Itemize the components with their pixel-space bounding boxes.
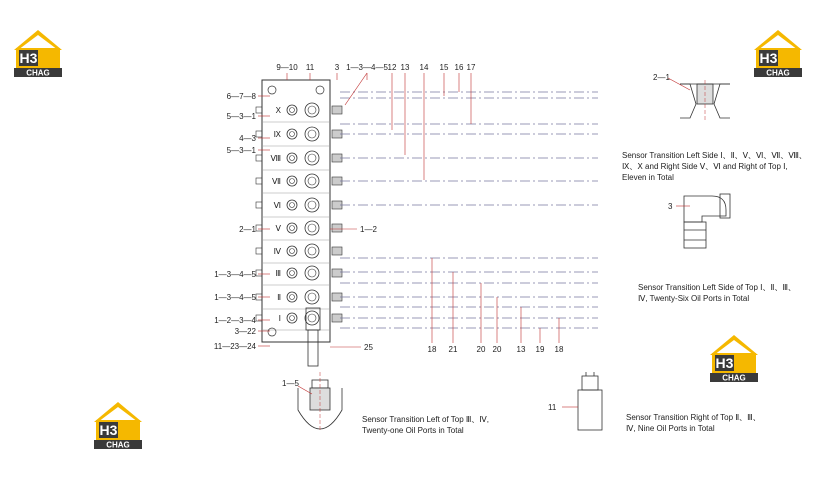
left-fitting [256, 202, 262, 208]
top-label: 15 [439, 63, 449, 72]
hex-port [305, 290, 319, 304]
bottom-label: 21 [448, 345, 458, 354]
port-circle [287, 246, 297, 256]
right-label: 25 [364, 343, 373, 352]
valve-row [256, 266, 342, 285]
logo-word: CHAG [722, 373, 746, 383]
port-circle [287, 268, 297, 278]
valve-row [256, 221, 342, 240]
row-numeral: Ⅶ [272, 177, 281, 186]
left-label: 1—3—4—5 [214, 293, 256, 302]
sensor-stem [308, 330, 318, 366]
bottom-label: 19 [535, 345, 545, 354]
top-label: 1—3—4—5 [346, 63, 388, 72]
port-circle [287, 176, 297, 186]
hex-inner [308, 224, 316, 232]
left-label: 3—22 [234, 327, 256, 336]
caption-left-right-eleven: Sensor Transition Left Side Ⅰ、Ⅱ、Ⅴ、Ⅵ、Ⅶ、Ⅷ、Ⅸ、Ⅹ and Right Side Ⅴ、Ⅵ and Right of Top Ⅰ, Eleven in Total [622, 151, 807, 182]
port-inner [290, 226, 295, 231]
detail-label-3: 3 [668, 202, 673, 211]
side-fitting [332, 224, 342, 232]
bottom-label: 18 [427, 345, 437, 354]
left-fitting [256, 225, 262, 231]
hex-inner [308, 130, 316, 138]
hex-inner [308, 201, 316, 209]
port-circle [287, 200, 297, 210]
valve-row [256, 311, 342, 330]
detail-label-2-1: 2—1 [653, 73, 670, 82]
caption-top-right-nine: Sensor Transition Right of Top Ⅱ、Ⅲ、Ⅳ, Nine Oil Ports in Total [626, 413, 761, 433]
hex-inner [308, 247, 316, 255]
port-inner [290, 271, 295, 276]
hex-port [305, 221, 319, 235]
left-label: 1—3—4—5 [214, 270, 256, 279]
hex-inner [308, 106, 316, 114]
top-label: 17 [466, 63, 476, 72]
port-circle [287, 105, 297, 115]
part-labels [214, 63, 564, 354]
detail-11-sensor [562, 372, 602, 430]
row-numeral: Ⅷ [270, 154, 281, 163]
port-inner [290, 295, 295, 300]
row-numeral: Ⅵ [273, 201, 281, 210]
row-numeral: Ⅰ [278, 314, 281, 323]
bottom-label: 20 [492, 345, 502, 354]
detail-2-1 [668, 78, 738, 120]
port-circle [287, 292, 297, 302]
top-label: 3 [334, 63, 340, 72]
port-inner [290, 179, 295, 184]
left-label: 5—3—1 [226, 146, 256, 155]
top-label: 9—10 [276, 63, 298, 72]
left-fitting [256, 107, 262, 113]
logo-letters-h: H3 [19, 50, 38, 66]
valve-row [256, 198, 342, 217]
row-numeral: Ⅴ [275, 224, 281, 233]
left-label: 2—1 [239, 225, 256, 234]
valve-row [256, 151, 342, 170]
port-inner [290, 203, 295, 208]
top-label: 13 [400, 63, 410, 72]
hex-port [305, 151, 319, 165]
hex-port [305, 244, 319, 258]
logo-word: CHAG [766, 68, 790, 78]
port-inner [290, 132, 295, 137]
left-fitting [256, 248, 262, 254]
bottom-label: 13 [516, 345, 526, 354]
port-circle [287, 153, 297, 163]
bottom-label: 18 [554, 345, 564, 354]
side-fitting [332, 247, 342, 255]
top-label: 16 [454, 63, 464, 72]
port-inner [290, 316, 295, 321]
port-circle [287, 129, 297, 139]
left-fitting [256, 178, 262, 184]
valve-row [256, 174, 342, 193]
logo-word: CHAG [106, 440, 130, 450]
port-inner [290, 108, 295, 113]
detail-label-11: 11 [548, 403, 557, 412]
bottom-label: 20 [476, 345, 486, 354]
manifold-block [262, 80, 330, 342]
valve-row [256, 290, 342, 309]
leader-lines [258, 73, 559, 347]
logo-letters: H3 [99, 422, 118, 438]
port-circle [287, 313, 297, 323]
hex-inner [308, 154, 316, 162]
port-inner [290, 249, 295, 254]
caption-top-twenty-six: Sensor Transition Left Side of Top Ⅰ、Ⅱ、Ⅲ、Ⅳ, Twenty-Six Oil Ports in Total [638, 283, 796, 303]
valve-row [256, 103, 342, 122]
port-circle [287, 223, 297, 233]
side-fitting [332, 269, 342, 277]
hex-port [305, 127, 319, 141]
left-label: 4—3 [239, 134, 256, 143]
mount-hole [268, 86, 276, 94]
left-label: 6—7—8 [226, 92, 256, 101]
diag-leader [345, 73, 367, 105]
left-fitting [256, 131, 262, 137]
row-numeral: Ⅳ [273, 247, 281, 256]
hex-port [305, 266, 319, 280]
hex-inner [308, 293, 316, 301]
valve-row [256, 127, 342, 146]
logo-letters: H3 [715, 355, 734, 371]
hex-inner [308, 314, 316, 322]
port-inner [290, 156, 295, 161]
valve-rows [256, 86, 342, 336]
right-label: 1—2 [360, 225, 377, 234]
top-label: 11 [305, 63, 315, 72]
dash-dot-lines [340, 92, 598, 328]
top-label: 12 [387, 63, 397, 72]
hex-port [305, 198, 319, 212]
row-numeral: Ⅲ [275, 269, 281, 278]
row-numeral: X [275, 106, 281, 115]
left-fitting [256, 155, 262, 161]
hex-port [305, 311, 319, 325]
hex-inner [308, 269, 316, 277]
detail-1-5 [298, 372, 342, 430]
left-label: 1—2—3—4 [214, 316, 256, 325]
left-fitting [256, 270, 262, 276]
row-numeral: Ⅸ [273, 130, 281, 139]
mount-hole [268, 328, 276, 336]
detail-3-elbow [676, 194, 730, 248]
valve-row [256, 244, 342, 263]
hex-port [305, 103, 319, 117]
top-label: 14 [419, 63, 429, 72]
mount-hole [316, 86, 324, 94]
left-label: 5—3—1 [226, 112, 256, 121]
hex-inner [308, 177, 316, 185]
logo-letters: H3 [759, 50, 778, 66]
detail-label-1-5: 1—5 [282, 379, 299, 388]
left-label: 11—23—24 [213, 342, 256, 351]
hex-port [305, 174, 319, 188]
caption-top-twenty-one: Sensor Transition Left of Top Ⅲ、Ⅳ, Twenty-one Oil Ports in Total [362, 415, 490, 435]
side-fitting [332, 106, 342, 114]
logo-word: CHAG [26, 68, 50, 78]
row-numeral: Ⅱ [277, 293, 281, 302]
